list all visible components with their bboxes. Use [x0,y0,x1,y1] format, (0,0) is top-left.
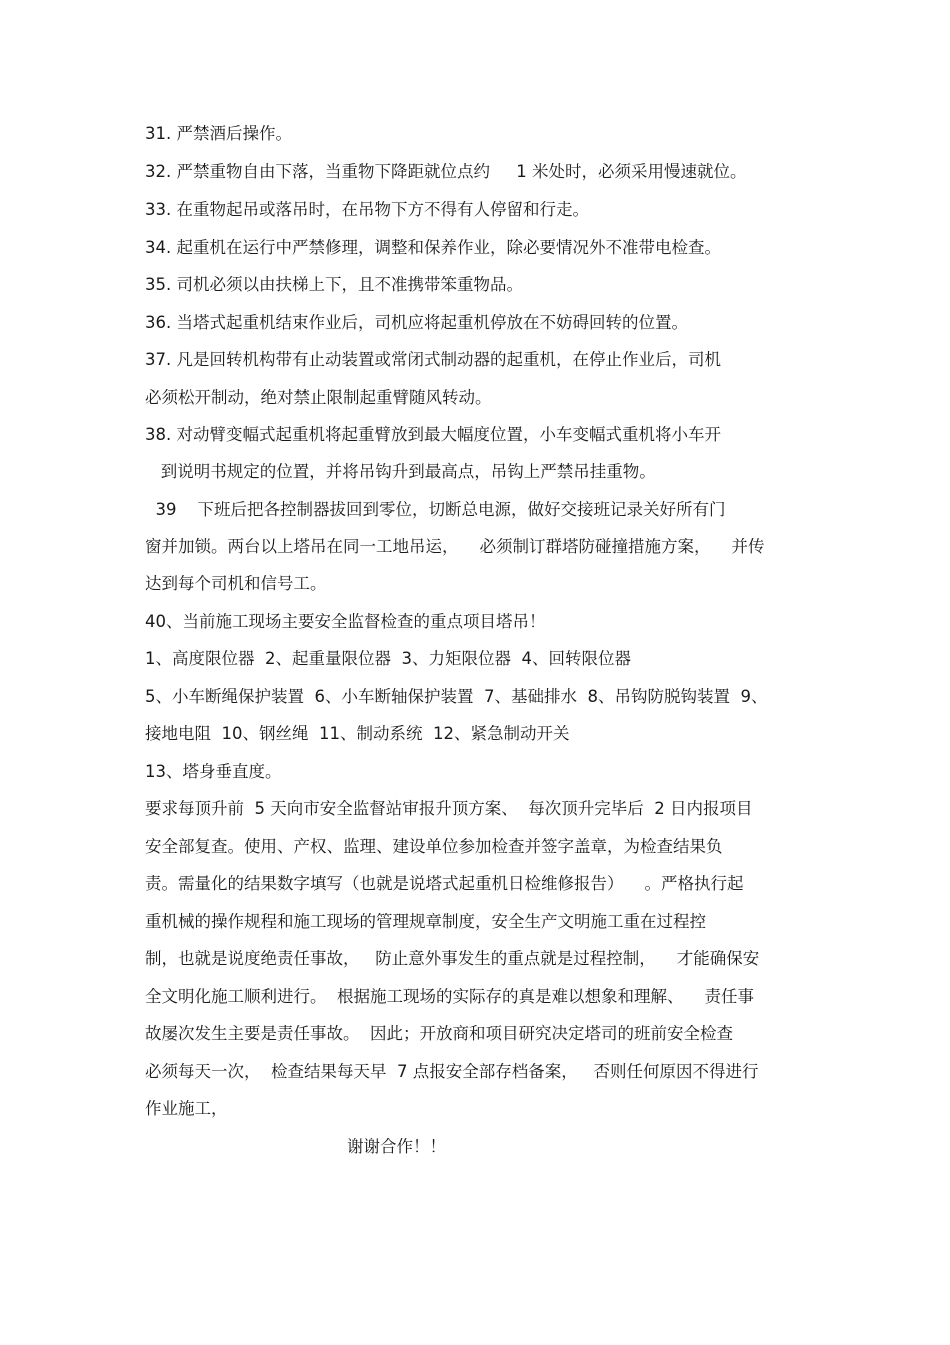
text-line-39: 39 下班后把各控制器拔回到零位，切断总电源，做好交接班记录关好所有门 [145,500,726,519]
text-line-37: 37. 凡是回转机构带有止动装置或常闭式制动器的起重机，在停止作业后，司机 [145,350,721,369]
paragraph-line-5: 制，也就是说度绝责任事故， 防止意外事发生的重点就是过程控制， 才能确保安 [145,949,760,968]
closing-thanks: 谢谢合作！！ [347,1137,446,1156]
text-line-31: 31. 严禁酒后操作。 [145,124,292,143]
text-line-34: 34. 起重机在运行中严禁修理，调整和保养作业，除必要情况外不准带电检查。 [145,238,721,257]
text-line-39-cont: 窗并加锁。两台以上塔吊在同一工地吊运， 必须制订群塔防碰撞措施方案， 并传 [145,537,765,556]
checklist-line-3: 接地电阻 10、钢丝绳 11、制动系统 12、紧急制动开关 [145,724,570,743]
paragraph-line-3: 责。需量化的结果数字填写（也就是说塔式起重机日检维修报告） 。严格执行起 [145,874,744,893]
text-line-38-cont: 到说明书规定的位置，并将吊钩升到最高点，吊钩上严禁吊挂重物。 [145,462,656,481]
paragraph-line-6: 全文明化施工顺利进行。 根据施工现场的实际存的真是难以想象和理解、 责任事 [145,987,754,1006]
checklist-line-4: 13、塔身垂直度。 [145,762,282,781]
text-line-40: 40、当前施工现场主要安全监督检查的重点项目塔吊！ [145,612,546,631]
text-line-32: 32. 严禁重物自由下落，当重物下降距就位点约 1 米处时，必须采用慢速就位。 [145,162,747,181]
checklist-line-2: 5、小车断绳保护装置 6、小车断轴保护装置 7、基础排水 8、吊钩防脱钩装置 9、 [145,687,768,706]
paragraph-line-8: 必须每天一次， 检查结果每天早 7 点报安全部存档备案， 否则任何原因不得进行 [145,1062,759,1081]
text-line-35: 35. 司机必须以由扶梯上下，且不准携带笨重物品。 [145,275,523,294]
paragraph-line-4: 重机械的操作规程和施工现场的管理规章制度，安全生产文明施工重在过程控 [145,912,706,931]
text-line-33: 33. 在重物起吊或落吊时，在吊物下方不得有人停留和行走。 [145,200,589,219]
paragraph-line-2: 安全部复查。使用、产权、监理、建设单位参加检查并签字盖章，为检查结果负 [145,837,723,856]
text-line-38: 38. 对动臂变幅式起重机将起重臂放到最大幅度位置，小车变幅式重机将小车开 [145,425,721,444]
checklist-line-1: 1、高度限位器 2、起重量限位器 3、力矩限位器 4、回转限位器 [145,649,631,668]
paragraph-line-9: 作业施工， [145,1099,228,1118]
paragraph-line-7: 故屡次发生主要是责任事故。 因此；开放商和项目研究决定塔司的班前安全检查 [145,1024,733,1043]
text-line-37-cont: 必须松开制动，绝对禁止限制起重臂随风转动。 [145,388,492,407]
text-line-39-end: 达到每个司机和信号工。 [145,574,327,593]
text-line-36: 36. 当塔式起重机结束作业后，司机应将起重机停放在不妨碍回转的位置。 [145,313,688,332]
paragraph-line-1: 要求每顶升前 5 天向市安全监督站审报升顶方案、 每次顶升完毕后 2 日内报项目 [145,799,753,818]
